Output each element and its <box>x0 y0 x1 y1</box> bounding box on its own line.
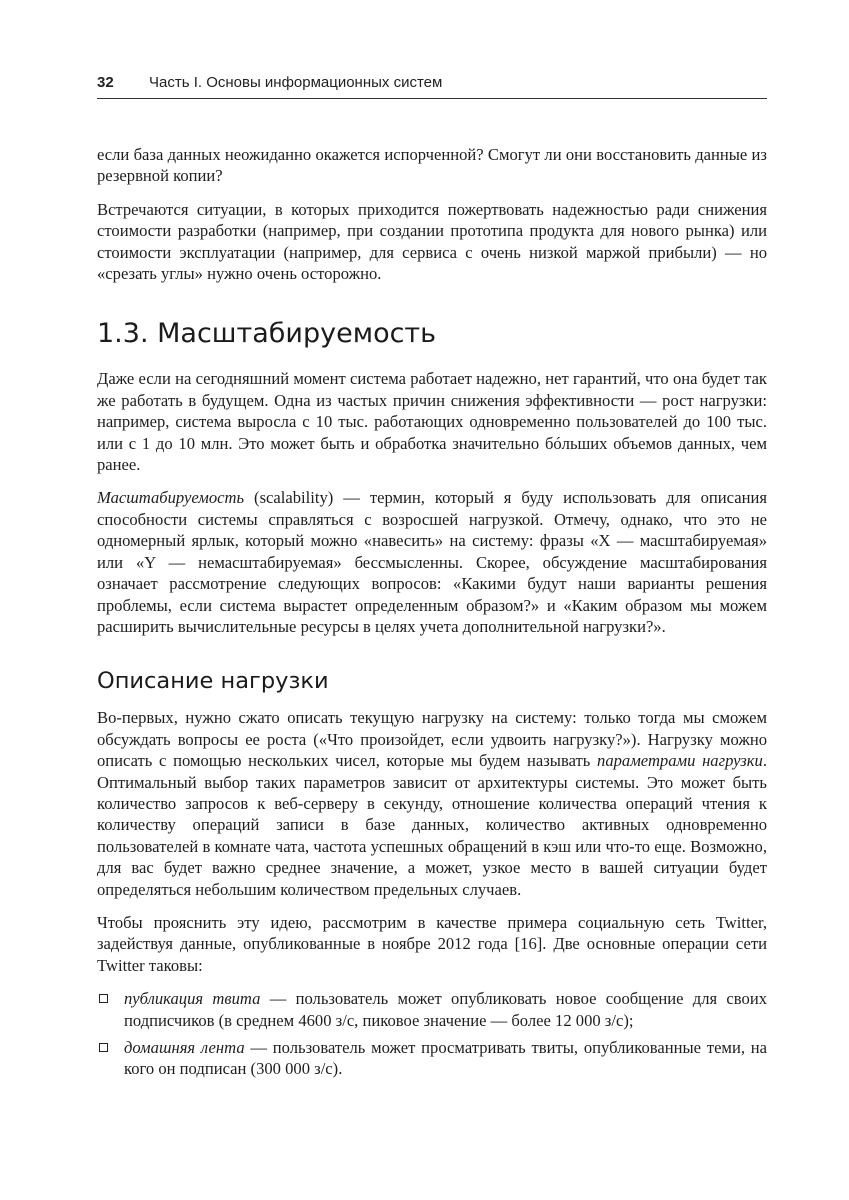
paragraph-scalability-intro: Даже если на сегодняшний момент система работает надежно, нет гарантий, что она будет так же работать в будущем. Одна из частых причин снижения эффективности — рост нагрузки: например, система выросла с 10 тыс. работающих одновременно пользователей до 100 тыс. или с 1 до 10 млн. Это может быть и обработка значительно бóльших объемов данных, чем ранее. <box>97 369 767 475</box>
paragraph-continued: если база данных неожиданно окажется испорченной? Смогут ли они восстановить данные из резервной копии? <box>97 145 767 186</box>
list-item-term: публикация твита <box>124 989 261 1009</box>
term-scalability: Масштабируемость <box>97 488 245 508</box>
text-segment: Во-первых, нужно сжато описать текущую нагрузку на систему: только тогда мы сможем обсуждать вопросы ее роста («Что произойдет, если удвоить нагрузку?»). Нагрузку можно описать с помощью нескольких чисел, которые мы будем называть <box>97 708 767 771</box>
term-load-parameters: параметрами нагрузки <box>597 751 763 771</box>
list-item-term: домашняя лента <box>124 1038 245 1057</box>
list-item-text: — пользователь может просматривать твиты, опубликованные теми, на кого он подписан (300 000 з/с). <box>124 1038 767 1079</box>
subsection-heading: Описание нагрузки <box>97 668 329 695</box>
list-item <box>97 1037 767 1080</box>
paragraph-reliability-tradeoff: Встречаются ситуации, в которых приходится пожертвовать надежностью ради снижения стоимости разработки (например, при создании прототипа продукта для нового рынка) или стоимости эксплуатации (например, для сервиса с очень низкой маржой прибыли) — но «срезать углы» нужно очень осторожно. <box>97 199 767 284</box>
checkbox-bullet-icon <box>99 994 108 1003</box>
paragraph-twitter-example: Чтобы прояснить эту идею, рассмотрим в качестве примера социальную сеть Twitter, задействуя данные, опубликованные в ноябре 2012 года [16]. Две основные операции сети Twitter таковы: <box>97 912 767 975</box>
twitter-operations-list <box>97 988 767 1080</box>
definition-text: (scalability) — термин, который я буду использовать для описания способности системы справляться с возросшей нагрузкой. Отмечу, однако, что это не одномерный ярлык, который можно «навесить» на систему: фразы «X — масштабируемая» или «Y — немасштабируемая» бессмысленны. Скорее, обсуждение масштабирования означает рассмотрение следующих вопросов: «Какими будут наши варианты решения проблемы, если система вырастет определенным образом?» и «Каким образом мы можем расширить вычислительные ресурсы в целях учета дополнительной нагрузки?». <box>97 488 767 636</box>
checkbox-bullet-icon <box>99 1043 108 1052</box>
paragraph-scalability-definition <box>97 487 767 637</box>
list-item <box>97 988 767 1031</box>
page-content <box>97 144 767 1086</box>
section-heading: 1.3. Масштабируемость <box>97 318 437 350</box>
running-header-title: Часть I. Основы информационных систем <box>149 74 443 91</box>
text-segment: . Оптимальный выбор таких параметров зависит от архитектуры системы. Это может быть количество запросов к веб-серверу в секунду, отношение количества операций чтения к количеству операций записи в базе данных, количество активных одновременно пользователей в комнате чата, частота успешных обращений в кэш или что-то еще. Возможно, для вас будет важно среднее значение, а может, узкое место в вашей ситуации будет определяться небольшим количеством предельных случаев. <box>97 751 767 899</box>
list-item-text: — пользователь может опубликовать новое сообщение для своих подписчиков (в среднем 4600 з/с, пиковое значение — более 12 000 з/с); <box>124 989 767 1030</box>
page-number: 32 <box>97 74 114 91</box>
running-header <box>97 72 767 99</box>
paragraph-load-parameters <box>97 707 767 900</box>
